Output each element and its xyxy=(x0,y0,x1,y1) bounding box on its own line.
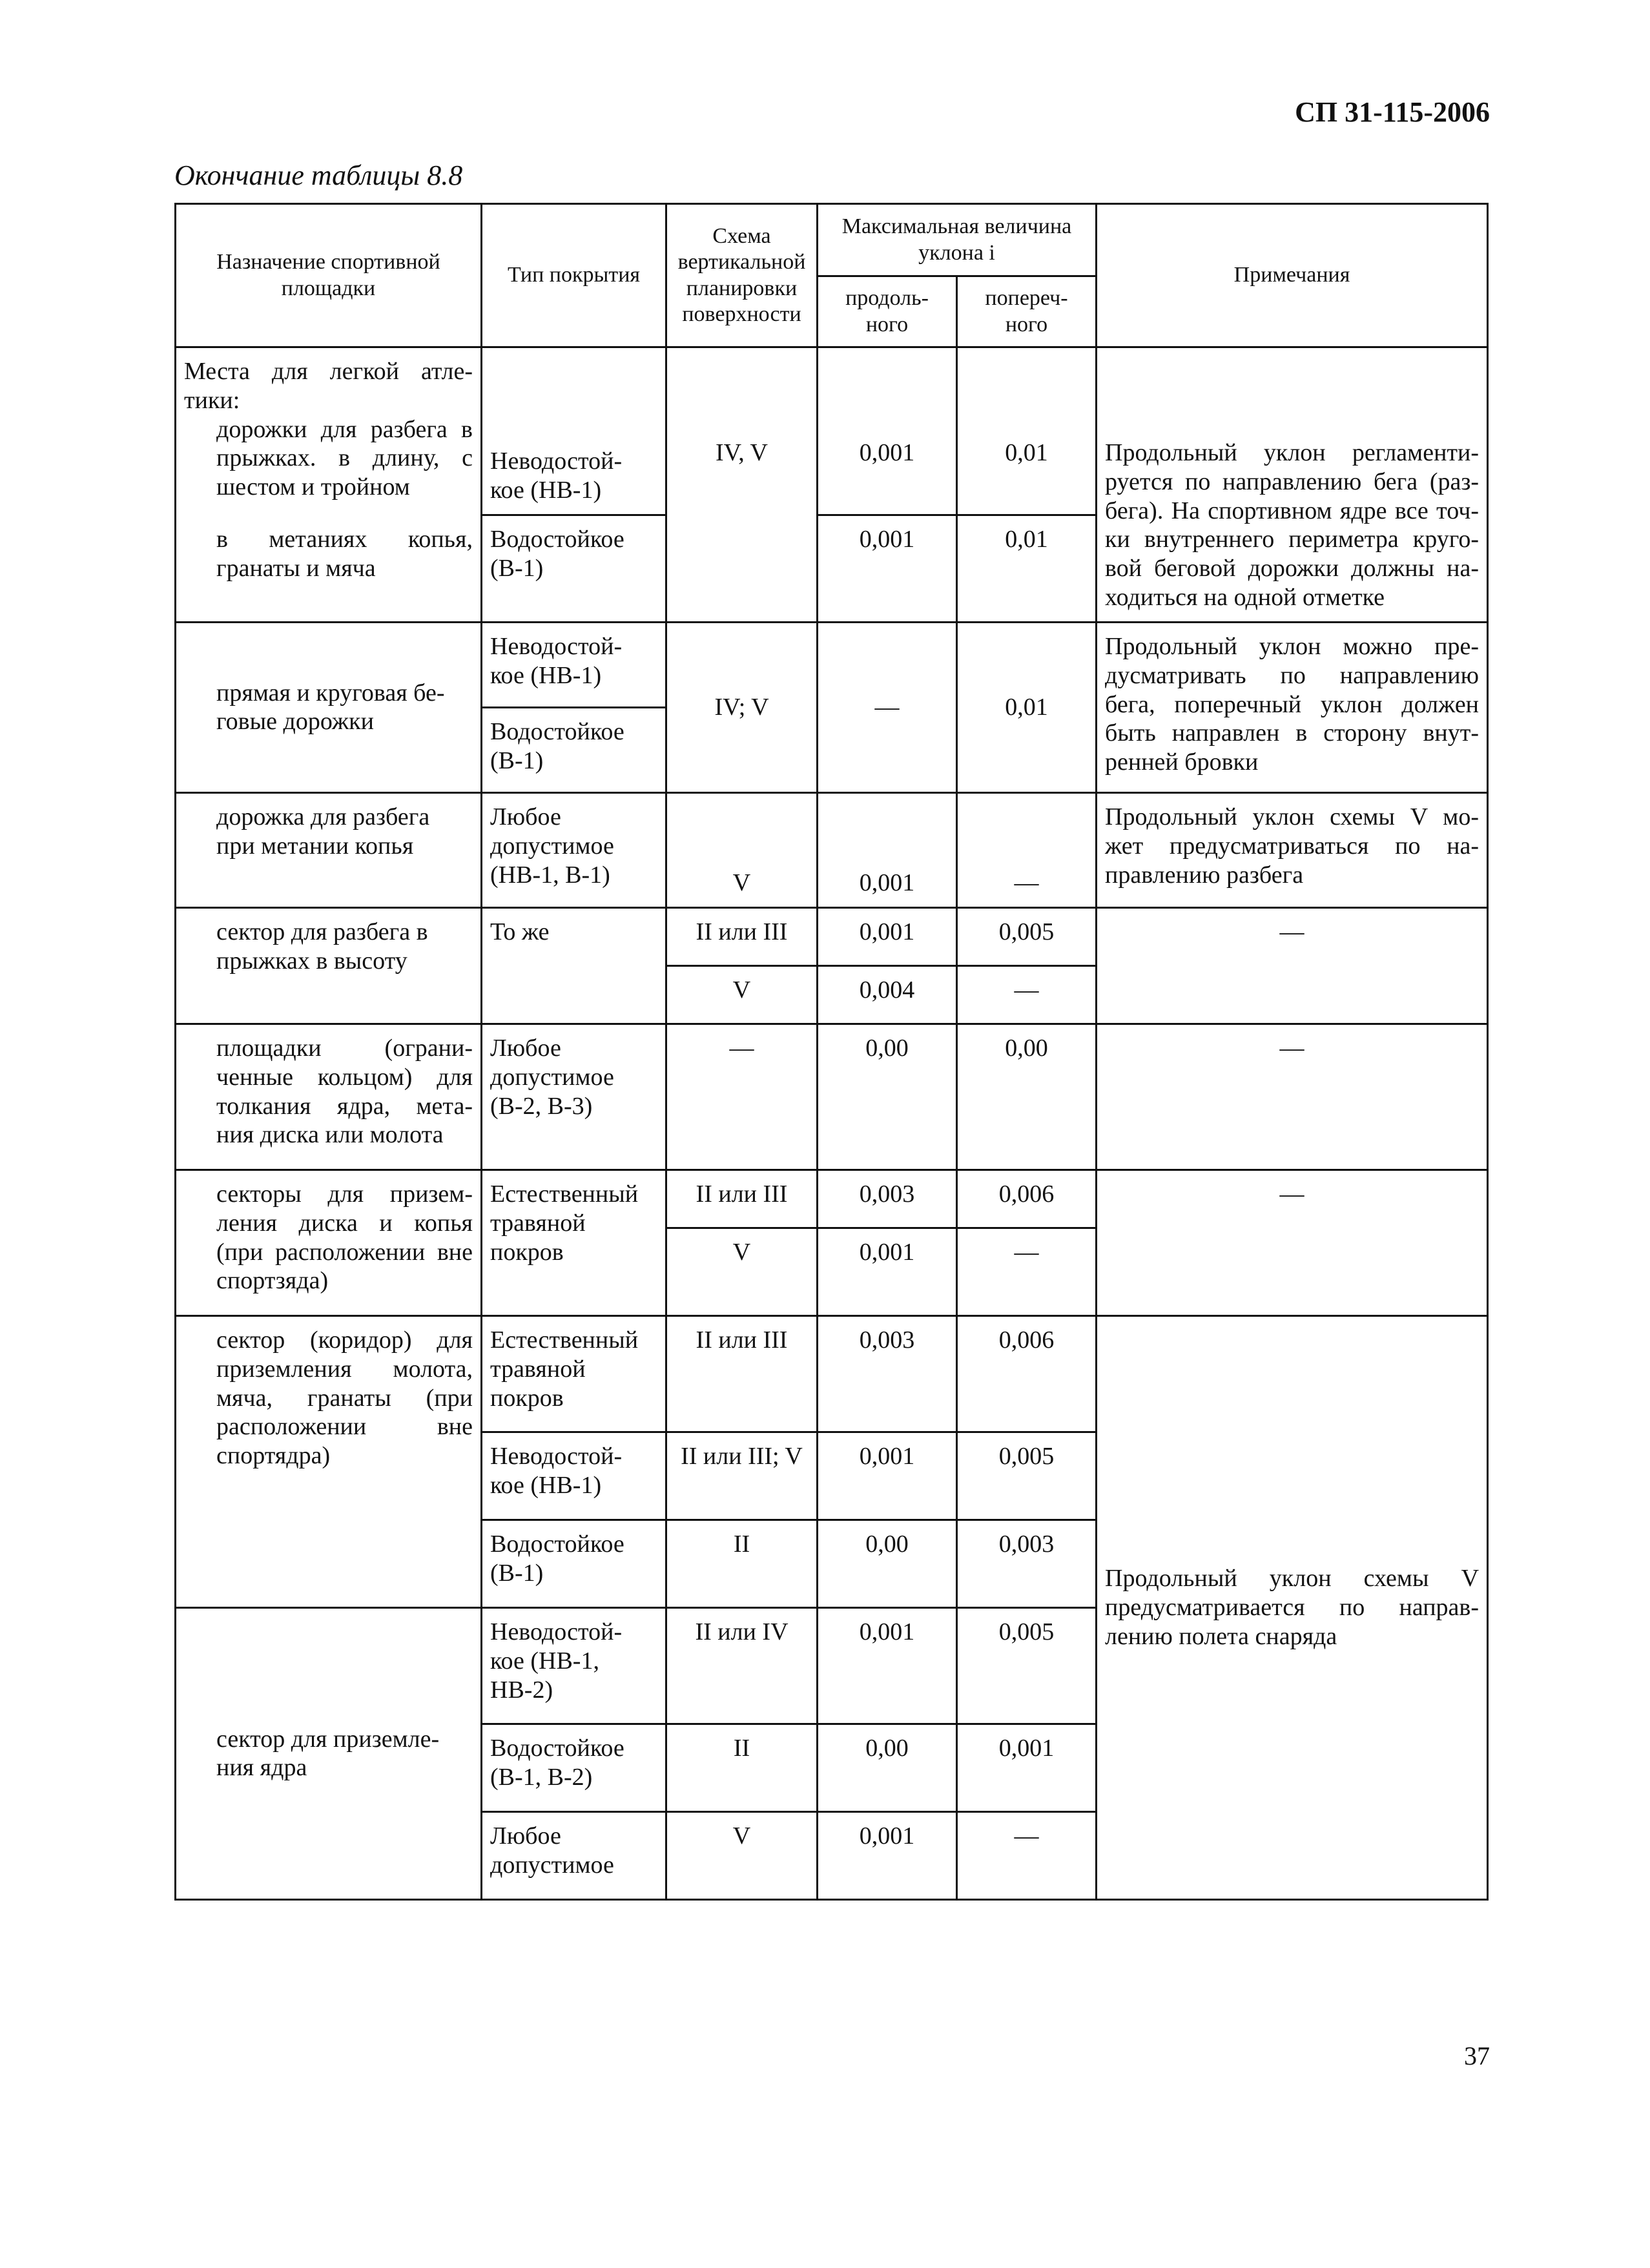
header-longitudinal: продоль- ного xyxy=(818,276,957,347)
purpose-cell: прямая и круговая бе- говые дорожки xyxy=(176,622,482,792)
cover-cell: Естественный травяной покров xyxy=(482,1170,666,1315)
purpose-cell: сектор для приземле- ния ядра xyxy=(176,1607,482,1899)
long-slope-cell: 0,004 xyxy=(818,965,957,1024)
long-slope-cell: 0,00 xyxy=(818,1520,957,1607)
long-slope-cell: 0,001 xyxy=(818,1432,957,1520)
scheme-cell: II или III xyxy=(666,907,818,965)
scheme-cell: — xyxy=(666,1024,818,1170)
trans-slope-cell: — xyxy=(957,965,1097,1024)
purpose-cell: сектор для разбега в прыжках в высоту xyxy=(176,907,482,1024)
scheme-cell: V xyxy=(666,792,818,907)
trans-slope-cell: 0,00 xyxy=(957,1024,1097,1170)
long-slope-cell: 0,001 xyxy=(818,515,957,622)
document-code: СП 31-115-2006 xyxy=(1295,96,1490,128)
note-cell: Продольный уклон можно пре- дусматривать по направлению бега, поперечный уклон должен быть направлен в сторону внут- ренней бровки xyxy=(1097,622,1488,792)
scheme-cell: II xyxy=(666,1520,818,1607)
cover-cell: Неводостой- кое (НВ-1, НВ-2) xyxy=(482,1607,666,1724)
trans-slope-cell: — xyxy=(957,1811,1097,1899)
table-caption: Окончание таблицы 8.8 xyxy=(174,160,463,191)
long-slope-cell: 0,001 xyxy=(818,907,957,965)
purpose-cell: сектор (коридор) для приземления молота, мяча, гранаты (при расположении вне спортядра) xyxy=(176,1315,482,1607)
trans-slope-cell: 0,005 xyxy=(957,907,1097,965)
note-cell: Продольный уклон схемы V мо- жет предусматриваться по на- правлению разбега xyxy=(1097,792,1488,907)
long-slope-cell: 0,00 xyxy=(818,1024,957,1170)
long-slope-cell: 0,001 xyxy=(818,1811,957,1899)
cover-cell: Водостойкое (В-1) xyxy=(482,515,666,622)
group-title: Места для легкой атле- тики: xyxy=(184,358,473,414)
cover-cell: Водостойкое (В-1) xyxy=(482,1520,666,1607)
header-transverse: попереч- ного xyxy=(957,276,1097,347)
cover-cell: Водостойкое (В-1, В-2) xyxy=(482,1724,666,1811)
cover-cell: Водостойкое (В-1) xyxy=(482,707,666,792)
cover-cell: Неводостой- кое (НВ-1) xyxy=(482,1432,666,1520)
cover-cell: Неводостой- кое (НВ-1) xyxy=(482,347,666,515)
note-cell: — xyxy=(1097,1024,1488,1170)
long-slope-cell: 0,001 xyxy=(818,347,957,515)
cover-cell: Любое допустимое xyxy=(482,1811,666,1899)
long-slope-cell: 0,00 xyxy=(818,1724,957,1811)
scheme-cell: II или IV xyxy=(666,1607,818,1724)
header-max-slope: Максимальная величина уклона i xyxy=(818,204,1097,276)
trans-slope-cell: 0,005 xyxy=(957,1432,1097,1520)
scheme-cell: V xyxy=(666,1228,818,1315)
cover-cell: Неводостой- кое (НВ-1) xyxy=(482,622,666,707)
long-slope-cell: 0,003 xyxy=(818,1170,957,1228)
trans-slope-cell: 0,01 xyxy=(957,622,1097,792)
long-slope-cell: — xyxy=(818,622,957,792)
note-cell: Продольный уклон схемы V предусматривается по направ- лению полета снаряда xyxy=(1097,1315,1488,1899)
long-slope-cell: 0,003 xyxy=(818,1315,957,1432)
trans-slope-cell: — xyxy=(957,792,1097,907)
note-cell: — xyxy=(1097,1170,1488,1315)
table-row-purpose xyxy=(176,347,482,623)
header-cover: Тип покрытия xyxy=(482,204,666,347)
trans-slope-cell: 0,005 xyxy=(957,1607,1097,1724)
cover-cell: Естественный травяной покров xyxy=(482,1315,666,1432)
long-slope-cell: 0,001 xyxy=(818,1228,957,1315)
cover-cell: Любое допустимое (В-2, В-3) xyxy=(482,1024,666,1170)
purpose-text: в метаниях копья, гранаты и мяча xyxy=(216,526,473,582)
trans-slope-cell: 0,01 xyxy=(957,515,1097,622)
trans-slope-cell: — xyxy=(957,1228,1097,1315)
trans-slope-cell: 0,006 xyxy=(957,1315,1097,1432)
cover-cell: То же xyxy=(482,907,666,1024)
purpose-cell: дорожка для разбега при метании копья xyxy=(176,792,482,907)
header-purpose: Назначение спортивной площадки xyxy=(176,204,482,347)
trans-slope-cell: 0,001 xyxy=(957,1724,1097,1811)
cover-cell: Любое допустимое (НВ-1, В-1) xyxy=(482,792,666,907)
scheme-cell: V xyxy=(666,1811,818,1899)
slope-table xyxy=(174,203,1489,1901)
long-slope-cell: 0,001 xyxy=(818,792,957,907)
scheme-cell: IV; V xyxy=(666,622,818,792)
header-notes: Примечания xyxy=(1097,204,1488,347)
note-cell: — xyxy=(1097,907,1488,1024)
scheme-cell: IV, V xyxy=(666,347,818,623)
note-cell: Продольный уклон регламенти- руется по направлению бега (раз- бега). На спортивном ядре все точ- ки внутреннего периметра круго- вой беговой дорожки должны на- ходиться на одной отметке xyxy=(1097,347,1488,623)
scheme-cell: II или III; V xyxy=(666,1432,818,1520)
page-number: 37 xyxy=(1464,2041,1490,2070)
scheme-cell: II или III xyxy=(666,1170,818,1228)
trans-slope-cell: 0,01 xyxy=(957,347,1097,515)
purpose-cell: секторы для призем- ления диска и копья (при расположении вне спортзяда) xyxy=(176,1170,482,1315)
scheme-cell: II или III xyxy=(666,1315,818,1432)
header-scheme: Схема вертикальной планировки поверхности xyxy=(666,204,818,347)
trans-slope-cell: 0,003 xyxy=(957,1520,1097,1607)
scheme-cell: V xyxy=(666,965,818,1024)
scheme-cell: II xyxy=(666,1724,818,1811)
trans-slope-cell: 0,006 xyxy=(957,1170,1097,1228)
purpose-text: дорожки для разбега в прыжках. в длину, с шестом и тройном xyxy=(216,415,473,501)
long-slope-cell: 0,001 xyxy=(818,1607,957,1724)
purpose-cell: площадки (ограни- ченные кольцом) для толкания ядра, мета- ния диска или молота xyxy=(176,1024,482,1170)
